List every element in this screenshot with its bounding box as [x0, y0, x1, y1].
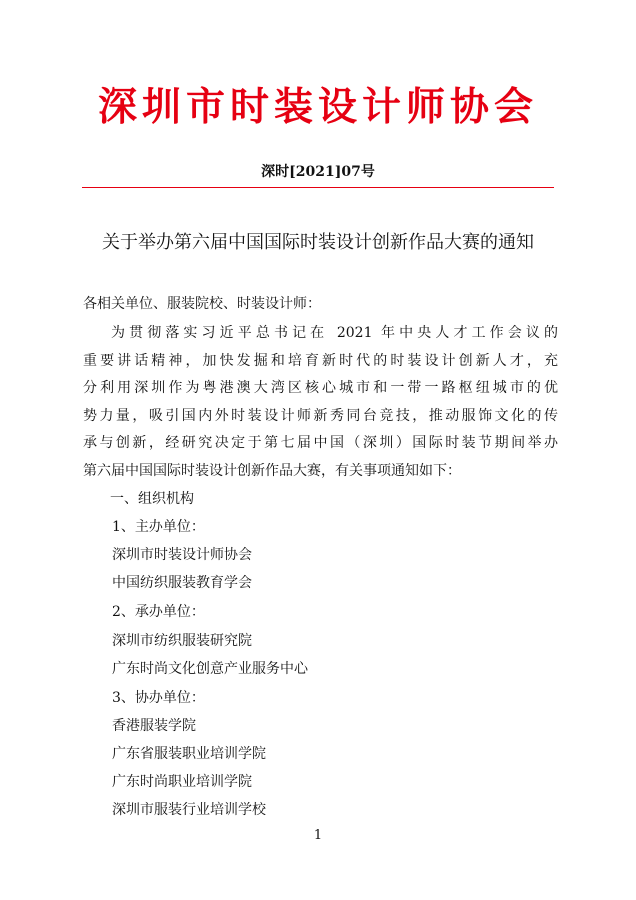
intro-line: 为贯彻落实习近平总书记在 2021 年中央人才工作会议的: [111, 325, 558, 341]
salutation: 各相关单位、服装院校、时装设计师：: [83, 296, 321, 312]
co-organizer-unit-item: 香港服装学院: [112, 718, 196, 734]
co-organizer-unit-item: 深圳市服装行业培训学校: [112, 802, 266, 818]
intro-line: 势力量，吸引国内外时装设计师新秀同台竞技，推动服饰文化的传: [83, 408, 558, 424]
red-divider-line: [82, 187, 554, 188]
group-heading-host: 1、主办单位：: [112, 519, 205, 535]
host-unit-item: 中国纺织服装教育学会: [112, 575, 252, 591]
group-heading-organizer: 2、承办单位：: [112, 604, 205, 620]
co-organizer-unit-item: 广东省服装职业培训学院: [112, 746, 266, 762]
organization-title: 深圳市时装设计师协会: [97, 84, 538, 130]
host-unit-item: 深圳市时装设计师协会: [112, 547, 252, 563]
section-heading-organization: 一、组织机构: [110, 491, 194, 507]
co-organizer-unit-item: 广东时尚职业培训学院: [112, 774, 252, 790]
intro-line: 第六届中国国际时装设计创新作品大赛，有关事项通知如下：: [83, 463, 461, 479]
page-number: 1: [313, 828, 323, 843]
group-heading-co-organizer: 3、协办单位：: [112, 690, 205, 706]
intro-line: 分利用深圳作为粤港澳大湾区核心城市和一带一路枢纽城市的优: [83, 380, 558, 396]
notice-title: 关于举办第六届中国国际时装设计创新作品大赛的通知: [102, 232, 534, 253]
organizer-unit-item: 深圳市纺织服装研究院: [112, 633, 252, 649]
document-number: 深时[2021]07号: [261, 164, 375, 180]
organizer-unit-item: 广东时尚文化创意产业服务中心: [112, 661, 308, 677]
intro-line: 重要讲话精神，加快发掘和培育新时代的时装设计创新人才，充: [83, 353, 558, 369]
intro-line: 承与创新，经研究决定于第七届中国（深圳）国际时装节期间举办: [83, 435, 558, 451]
